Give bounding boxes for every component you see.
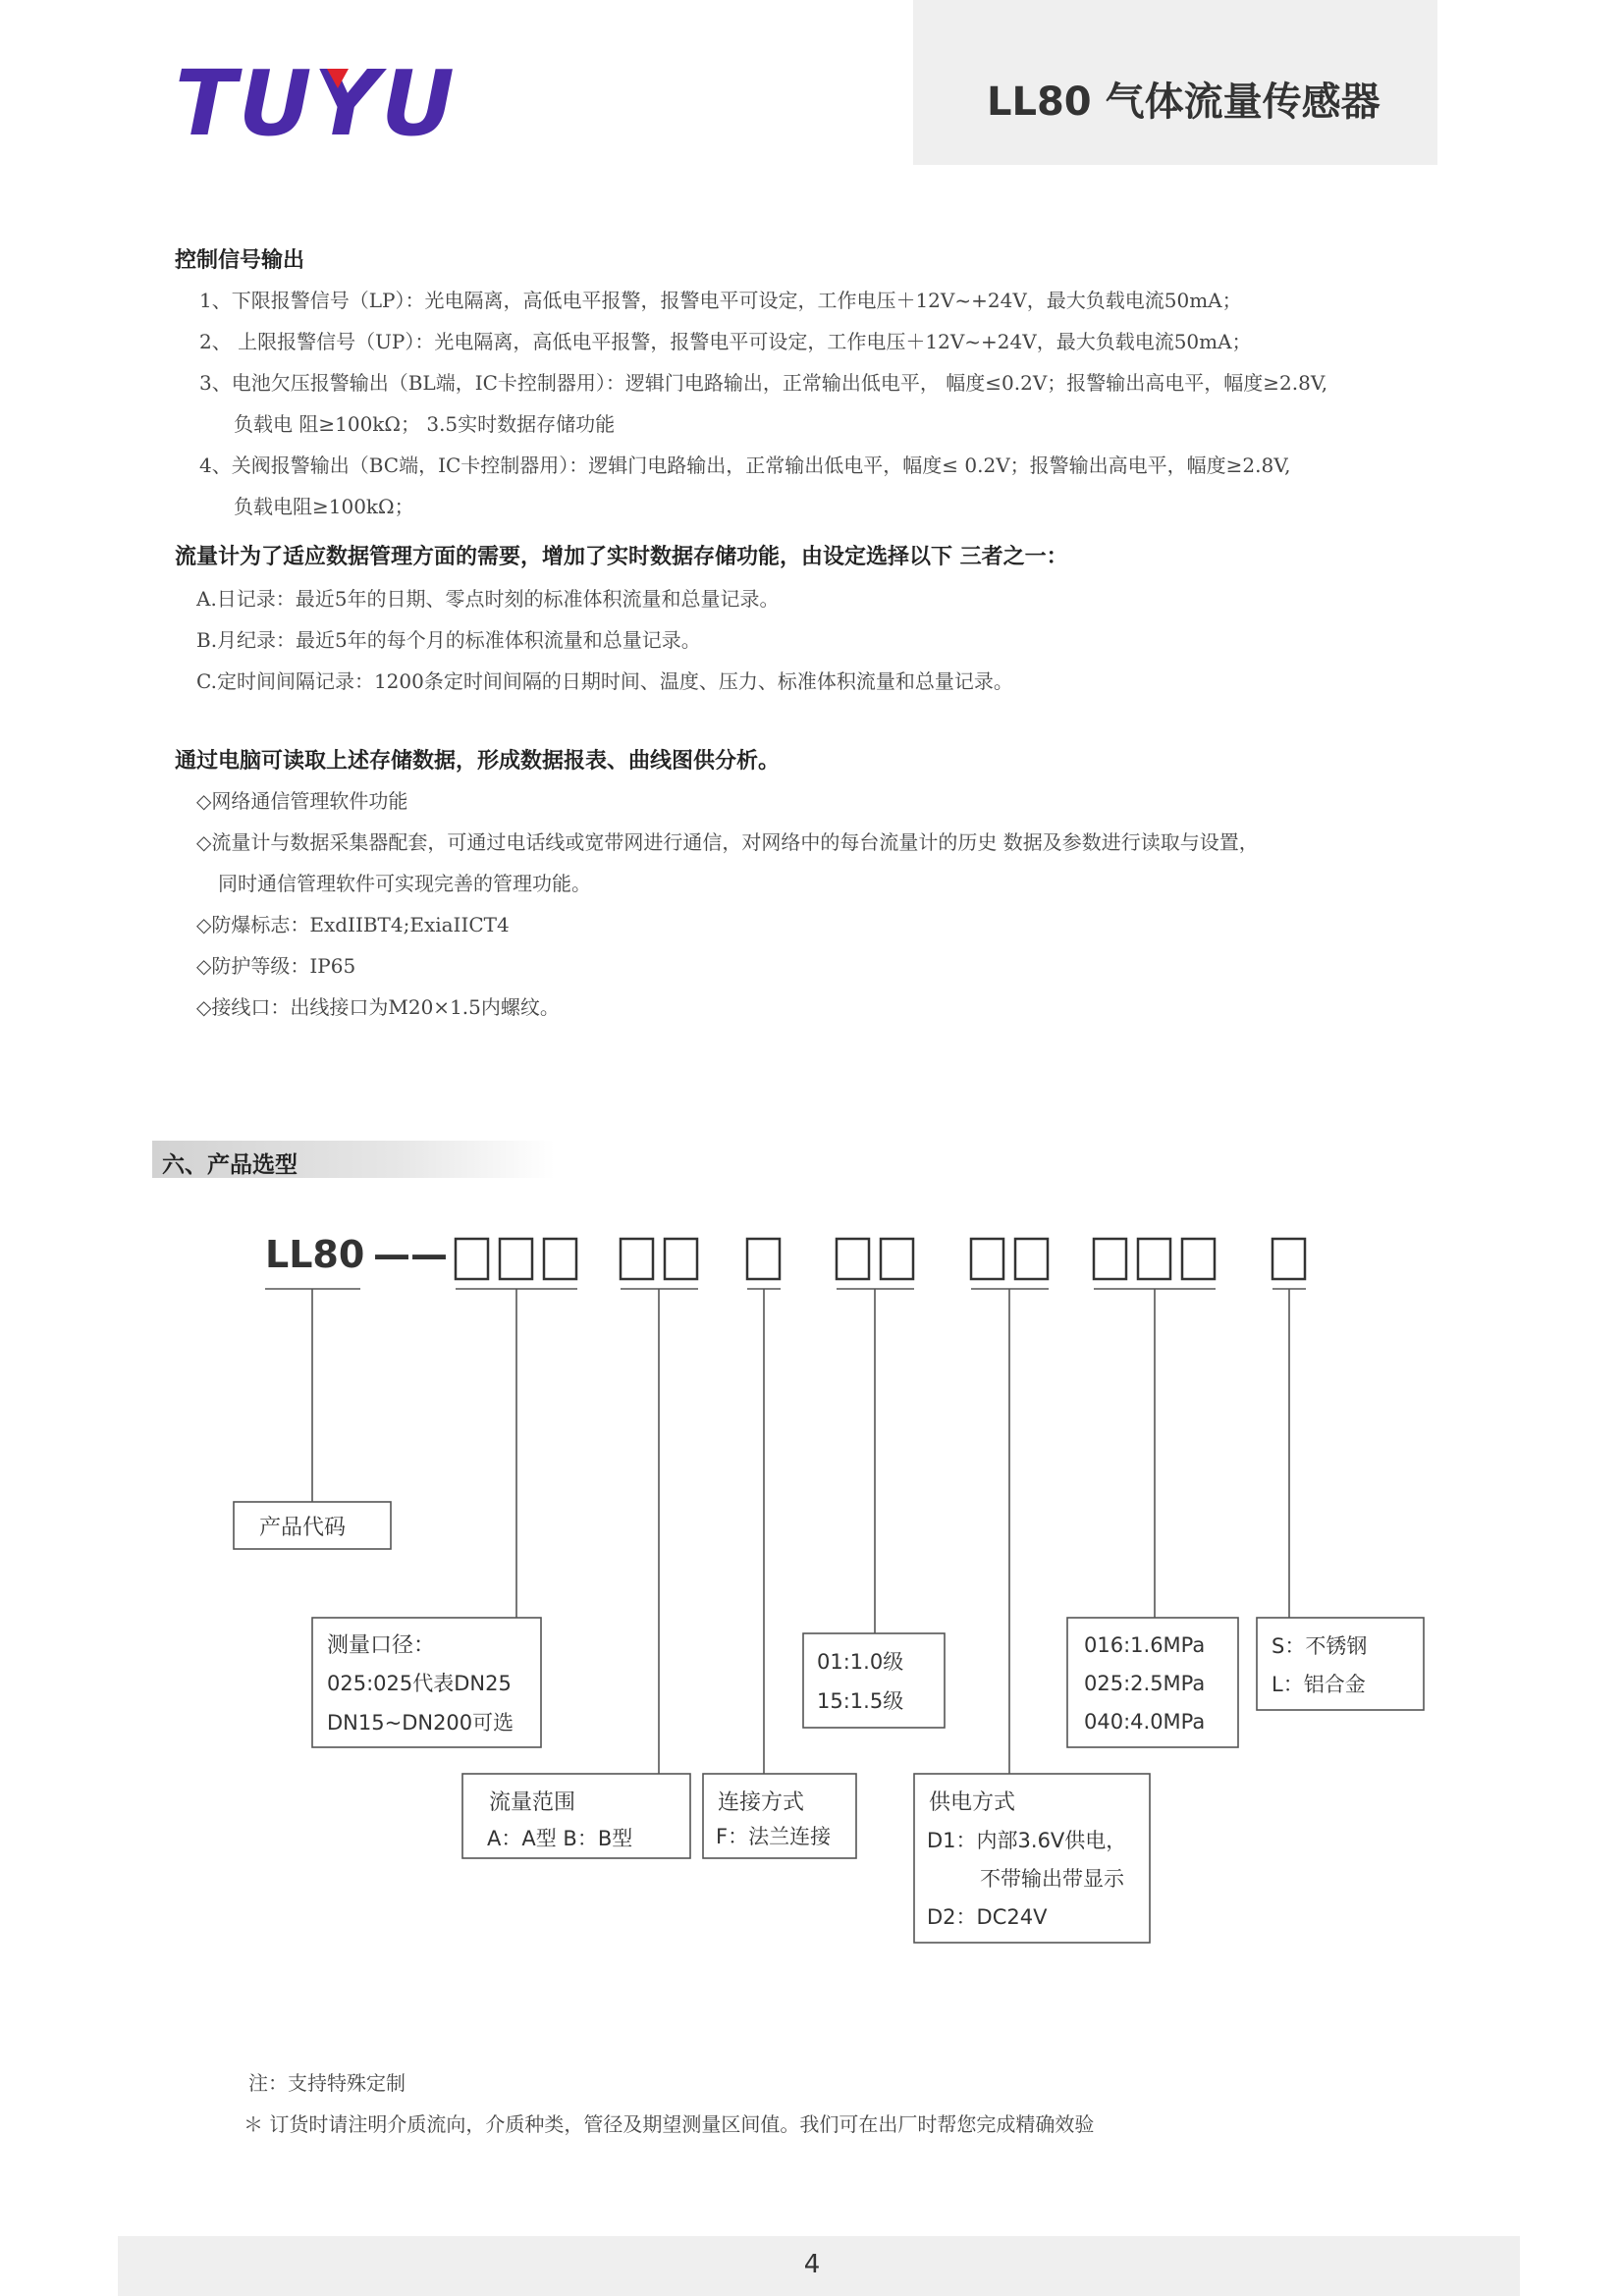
connection-line: F：法兰连接 bbox=[716, 1825, 832, 1848]
accuracy-line: 01:1.0级 bbox=[817, 1650, 904, 1674]
flow-range-line: A：A型 B：B型 bbox=[487, 1827, 633, 1850]
pc-read-line: ◇流量计与数据采集器配套，可通过电话线或宽带网进行通信，对网络中的每台流量计的历史 数据及参数进行读取与设置， bbox=[196, 830, 1259, 854]
product-code-label: LL80 bbox=[265, 1233, 365, 1276]
flow-range-digit-boxes bbox=[621, 1239, 698, 1289]
storage-heading: 流量计为了适应数据管理方面的需要，增加了实时数据存储功能，由设定选择以下 三者之一： bbox=[175, 545, 1068, 569]
page-number: 4 bbox=[803, 2250, 821, 2279]
company-logo: TUYU bbox=[175, 51, 457, 156]
control-signal-line: 负载电 阻≥100kΩ； 3.5实时数据存储功能 bbox=[234, 412, 616, 436]
power-box bbox=[914, 1774, 1150, 1943]
connection-box bbox=[703, 1774, 856, 1858]
material-line: L：铝合金 bbox=[1272, 1673, 1366, 1696]
power-line: 不带输出带显示 bbox=[980, 1867, 1124, 1891]
power-line: D2：DC24V bbox=[927, 1905, 1048, 1929]
material-digit-box bbox=[1272, 1239, 1306, 1289]
control-signal-heading: 控制信号输出 bbox=[175, 248, 305, 273]
storage-line: C.定时间间隔记录：1200条定时间间隔的日期时间、温度、压力、标准体积流量和总量记录。 bbox=[196, 669, 1013, 693]
pc-read-heading: 通过电脑可读取上述存储数据，形成数据报表、曲线图供分析。 bbox=[175, 749, 781, 774]
product-code-box bbox=[234, 1502, 391, 1549]
pc-read-line: 同时通信管理软件可实现完善的管理功能。 bbox=[218, 872, 591, 895]
connection-title: 连接方式 bbox=[718, 1790, 805, 1815]
control-signal-line: 2、 上限报警信号（UP）：光电隔离，高低电平报警，报警电平可设定，工作电压＋12V~+24V，最大负载电流50mA； bbox=[199, 330, 1252, 353]
product-code-text: 产品代码 bbox=[259, 1516, 347, 1540]
section-title: 六、产品选型 bbox=[162, 1152, 298, 1178]
accuracy-box bbox=[803, 1633, 945, 1728]
caliber-digit-boxes bbox=[456, 1239, 577, 1289]
pc-read-line: ◇防爆标志：ExdIIBT4;ExiaIICT4 bbox=[196, 913, 510, 936]
note-custom: 注：支持特殊定制 bbox=[248, 2071, 406, 2095]
power-line: D1：内部3.6V供电， bbox=[927, 1829, 1127, 1852]
caliber-line: DN15~DN200可选 bbox=[327, 1711, 514, 1735]
material-box bbox=[1257, 1618, 1424, 1710]
pressure-line: 040:4.0MPa bbox=[1084, 1710, 1206, 1734]
control-signal-line: 1、下限报警信号（LP）：光电隔离，高低电平报警，报警电平可设定，工作电压＋12V~+24V，最大负载电流50mA； bbox=[199, 289, 1242, 312]
power-title: 供电方式 bbox=[929, 1790, 1016, 1815]
note-ordering: ＊ 订货时请注明介质流向，介质种类，管径及期望测量区间值。我们可在出厂时帮您完成精确效验 bbox=[244, 2112, 1095, 2136]
storage-line: B.月纪录：最近5年的每个月的标准体积流量和总量记录。 bbox=[196, 628, 701, 652]
power-digit-boxes bbox=[971, 1239, 1049, 1289]
pressure-digit-boxes bbox=[1094, 1239, 1216, 1289]
control-signal-line: 3、电池欠压报警输出（BL端，IC卡控制器用）：逻辑门电路输出，正常输出低电平， 幅度≤0.2V；报警输出高电平，幅度≥2.8V, bbox=[199, 371, 1328, 395]
flow-range-box bbox=[462, 1774, 690, 1858]
material-line: S：不锈钢 bbox=[1272, 1634, 1368, 1658]
code-dash: —— bbox=[373, 1233, 448, 1276]
storage-line: A.日记录：最近5年的日期、零点时刻的标准体积流量和总量记录。 bbox=[196, 587, 780, 611]
pressure-line: 025:2.5MPa bbox=[1084, 1672, 1206, 1695]
caliber-box bbox=[312, 1618, 541, 1747]
connection-digit-box bbox=[747, 1239, 781, 1289]
accuracy-digit-boxes bbox=[837, 1239, 914, 1289]
pc-read-line: ◇网络通信管理软件功能 bbox=[196, 789, 408, 813]
pressure-line: 016:1.6MPa bbox=[1084, 1633, 1206, 1657]
caliber-title: 测量口径： bbox=[327, 1633, 436, 1658]
caliber-line: 025:025代表DN25 bbox=[327, 1672, 512, 1695]
control-signal-line: 负载电阻≥100kΩ； bbox=[234, 495, 414, 518]
flow-range-title: 流量范围 bbox=[489, 1790, 576, 1815]
pc-read-line: ◇防护等级：IP65 bbox=[196, 954, 356, 978]
control-signal-line: 4、关阀报警输出（BC端，IC卡控制器用）：逻辑门电路输出，正常输出低电平，幅度≤ 0.2V；报警输出高电平，幅度≥2.8V, bbox=[199, 454, 1291, 477]
pc-read-line: ◇接线口：出线接口为M20×1.5内螺纹。 bbox=[196, 995, 560, 1019]
document-title: LL80 气体流量传感器 bbox=[987, 80, 1380, 125]
accuracy-line: 15:1.5级 bbox=[817, 1689, 904, 1713]
pressure-box bbox=[1067, 1618, 1238, 1747]
